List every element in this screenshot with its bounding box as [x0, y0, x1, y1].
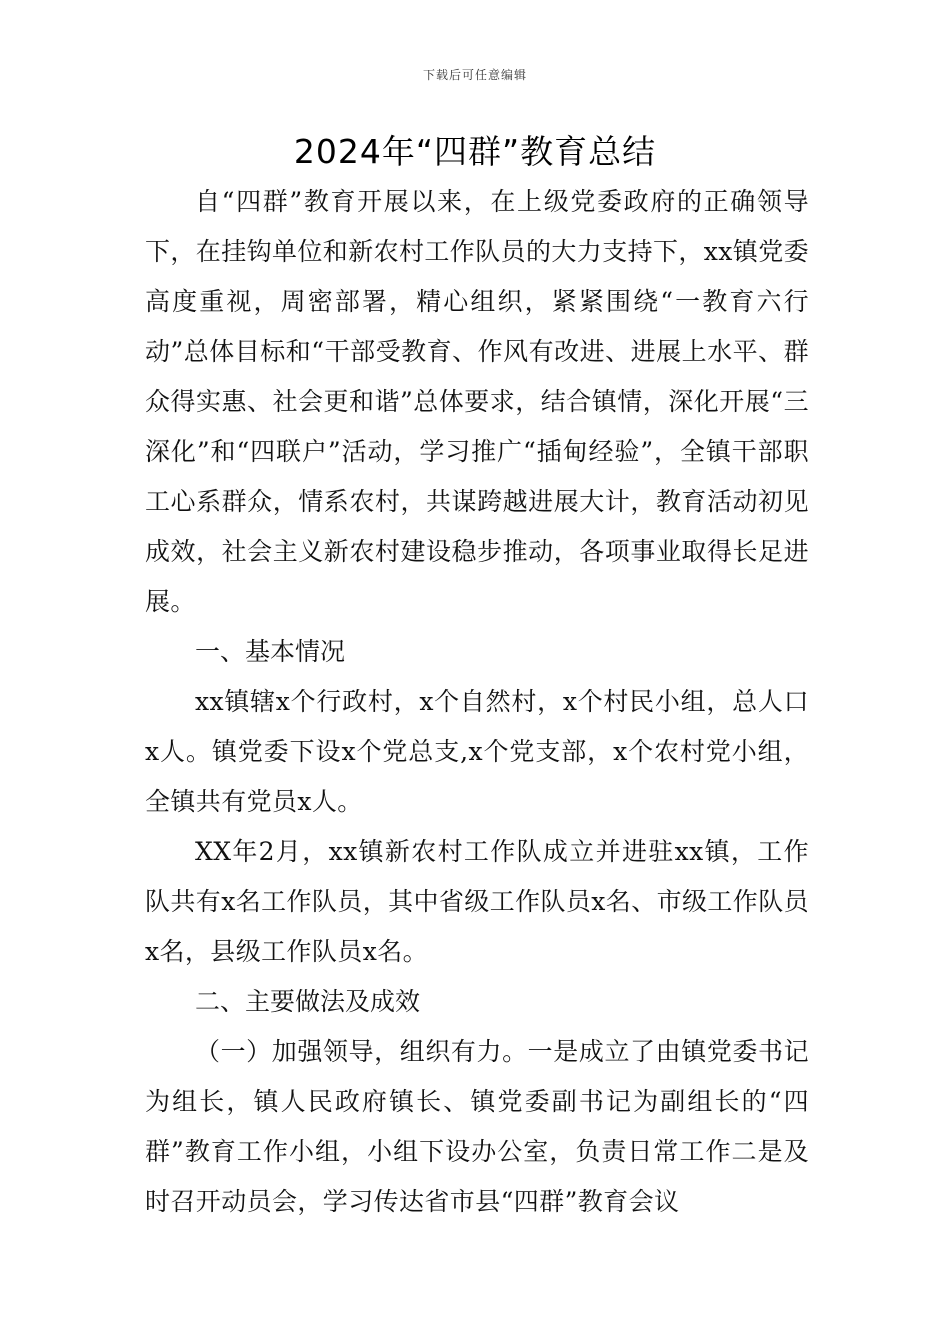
- intro-paragraph: 自“四群”教育开展以来，在上级党委政府的正确领导下，在挂钩单位和新农村工作队员的大力支持下，xx镇党委高度重视，周密部署，精心组织，紧紧围绕“一教育六行动”总体目标和“干部受教育、作风有改进、进展上水平、群众得实惠、社会更和谐”总体要求，结合镇情，深化开展“三深化”和“四联户”活动，学习推广“插甸经验”，全镇干部职工心系群众，情系农村，共谋跨越进展大计，教育活动初见成效，社会主义新农村建设稳步推动，各项事业取得长足进展。: [145, 187, 810, 616]
- leadership-paragraph: （一）加强领导，组织有力。一是成立了由镇党委书记为组长，镇人民政府镇长、镇党委副书记为副组长的“四群”教育工作小组，小组下设办公室，负责日常工作二是及时召开动员会，学习传达省市县“四群”教育会议: [145, 1037, 809, 1216]
- work-team-paragraph: XX年2月，xx镇新农村工作队成立并进驻xx镇，工作队共有x名工作队员，其中省级工作队员x名、市级工作队员x名，县级工作队员x名。: [145, 837, 810, 966]
- document-title: 2024年“四群”教育总结: [293, 132, 657, 171]
- section-heading-basic: 一、基本情况: [195, 637, 346, 666]
- basic-info-paragraph: xx镇辖x个行政村，x个自然村，x个村民小组，总人口x人。镇党委下设x个党总支,x个党支部，x个农村党小组，全镇共有党员x人。: [145, 687, 809, 816]
- document-body: [145, 177, 809, 1227]
- section-heading-methods: 二、主要做法及成效: [195, 987, 421, 1016]
- header-note: 下载后可任意编辑: [422, 68, 527, 82]
